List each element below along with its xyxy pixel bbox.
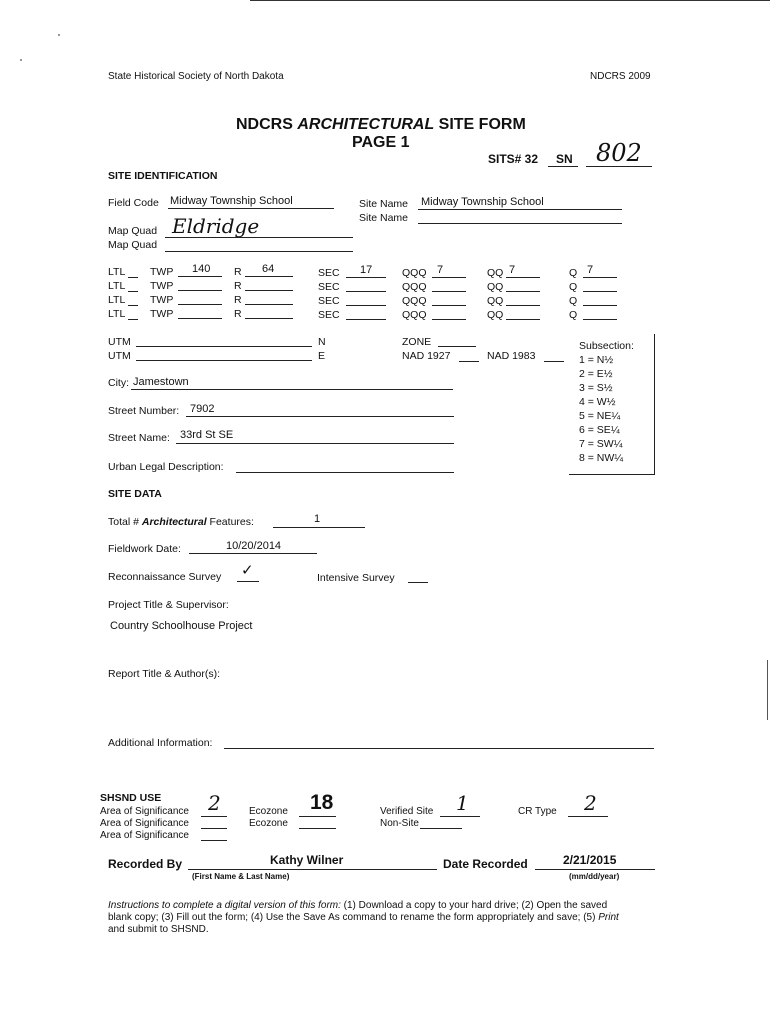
area-of-significance-label-2: Area of Significance [100,818,189,829]
aos-line-3 [201,840,227,841]
ltl-label-2: LTL [108,280,126,292]
qq-line [506,277,540,278]
qqq-label: QQQ [402,267,427,279]
twp-value[interactable]: 140 [192,263,211,275]
ltl-line-2 [128,291,138,292]
twp-label: TWP [150,266,174,278]
utm-e-line [136,360,312,361]
recorded-by-name[interactable]: Kathy Wilner [270,853,344,867]
street-name-line [176,443,454,444]
q-label-4: Q [569,309,578,321]
instructions-line-2: blank copy; (3) Fill out the form; (4) Use the Save As command to rename the form appropriately and save; (5) Print [108,912,619,923]
q-line-2 [583,291,617,292]
street-name-label: Street Name: [108,432,170,444]
total-features-line [273,527,365,528]
ltl-label: LTL [108,266,126,278]
recorded-by-line [188,869,437,870]
sits-number-line [586,166,652,167]
r-line-2 [245,290,293,291]
qq-value[interactable]: 7 [509,264,516,276]
qqq-line-2 [432,291,466,292]
ltl-line-3 [128,305,138,306]
reconnaissance-line [237,581,259,582]
subsection-item: 8 = NW¼ [579,452,624,464]
r-value[interactable]: 64 [262,263,275,275]
non-site-label: Non-Site [380,818,419,829]
scan-side-edge [767,660,768,720]
scan-speck [58,34,60,36]
date-recorded-hint: (mm/dd/year) [569,872,620,881]
verified-site-line [440,816,480,817]
r-label-2: R [234,280,242,292]
twp-line-3 [178,304,222,305]
urban-legal-label: Urban Legal Description: [108,461,224,473]
site-name-label: Site Name [359,198,409,210]
site-name-line-2 [418,223,622,224]
sec-line-4 [346,319,386,320]
instructions-line-1: Instructions to complete a digital version of this form: (1) Download a copy to your hard drive; (2) Open the saved [108,900,608,911]
sits-number: 802 [596,139,642,167]
subsection-title: Subsection: [579,340,634,352]
map-quad-line [165,237,353,238]
map-quad-line-2 [165,251,353,252]
fieldwork-date-value[interactable]: 10/20/2014 [226,540,282,552]
date-recorded-value[interactable]: 2/21/2015 [563,853,617,867]
aos-line-2 [201,828,227,829]
total-features-value[interactable]: 1 [314,513,321,525]
r-label-3: R [234,294,242,306]
area-of-significance-label-3: Area of Significance [100,830,189,841]
q-label-3: Q [569,295,578,307]
map-quad-label-2: Map Quad [108,239,158,251]
date-recorded-line [535,869,655,870]
sec-label-3: SEC [318,295,340,307]
additional-info-label: Additional Information: [108,737,213,749]
scan-speck [20,59,22,61]
subsection-item: 5 = NE¼ [579,410,621,422]
twp-label-2: TWP [150,280,174,292]
sec-value[interactable]: 17 [360,264,373,276]
verified-site-value[interactable]: 1 [456,791,469,815]
subsection-item: 3 = S½ [579,382,613,394]
q-value[interactable]: 7 [587,264,594,276]
cr-type-value[interactable]: 2 [584,791,597,815]
report-title-label: Report Title & Author(s): [108,668,221,680]
sec-label-4: SEC [318,309,340,321]
sec-label-2: SEC [318,281,340,293]
twp-label-3: TWP [150,294,174,306]
nad1983-line [544,361,564,362]
city-label: City: [108,377,129,389]
fieldwork-date-line [189,553,317,554]
qqq-line [432,277,466,278]
ltl-line-4 [128,319,138,320]
r-label-4: R [234,308,242,320]
form-title: NDCRS ARCHITECTURAL SITE FORM [236,116,526,133]
qqq-label-3: QQQ [402,295,427,307]
qq-label-4: QQ [487,309,504,321]
qq-label-3: QQ [487,295,504,307]
recorded-by-label: Recorded By [108,857,183,871]
zone-line [438,346,476,347]
utm-e-label: E [318,350,326,362]
r-line [245,276,293,277]
city-line [131,389,453,390]
ecozone-line [299,816,336,817]
ecozone-label: Ecozone [249,806,288,817]
utm-label: UTM [108,336,131,348]
qq-line-2 [506,291,540,292]
ecozone-line-2 [299,828,336,829]
fieldwork-date-label: Fieldwork Date: [108,543,181,555]
field-code-value[interactable]: Midway Township School [170,195,293,207]
total-features-label: Total # Architectural Features: [108,516,254,528]
site-data-heading: SITE DATA [108,488,162,500]
qq-line-3 [506,305,540,306]
site-name-line [418,209,622,210]
non-site-line [420,828,462,829]
sec-line-3 [346,305,386,306]
intensive-survey-line[interactable] [408,582,428,583]
subsection-item: 7 = SW¼ [579,438,623,450]
qq-label: QQ [487,267,504,279]
qqq-line-3 [432,305,466,306]
sec-line-2 [346,291,386,292]
qqq-label-4: QQQ [402,309,427,321]
field-code-line [168,208,334,209]
area-of-significance-label: Area of Significance [100,806,189,817]
scan-top-edge [250,0,770,1]
cr-type-line [568,816,608,817]
zone-label: ZONE [402,336,432,348]
subsection-item: 6 = SE¼ [579,424,620,436]
reconnaissance-label: Reconnaissance Survey [108,571,222,583]
twp-label-4: TWP [150,308,174,320]
year-tag: NDCRS 2009 [590,71,651,82]
city-value[interactable]: Jamestown [133,376,189,388]
ltl-label-3: LTL [108,294,126,306]
urban-legal-line [236,472,454,473]
utm-n-line [136,346,312,347]
map-quad-value[interactable]: Eldridge [172,214,260,238]
q-line [583,277,617,278]
street-number-line [186,416,454,417]
twp-line-2 [178,290,222,291]
q-label-2: Q [569,281,578,293]
qqq-value[interactable]: 7 [437,264,444,276]
subsection-item: 2 = E½ [579,368,613,380]
area-of-significance-value[interactable]: 2 [208,791,221,815]
map-quad-label: Map Quad [108,225,158,237]
nad1927-line [459,361,479,362]
date-recorded-label: Date Recorded [443,857,528,871]
intensive-survey-label: Intensive Survey [317,572,395,584]
r-label: R [234,266,242,278]
site-name-value[interactable]: Midway Township School [421,196,544,208]
street-name-value[interactable]: 33rd St SE [180,429,234,441]
org-name: State Historical Society of North Dakota [108,71,284,82]
aos-line [201,816,227,817]
ltl-label-4: LTL [108,308,126,320]
field-code-label: Field Code [108,197,159,209]
sec-label: SEC [318,267,340,279]
subsection-item: 4 = W½ [579,396,616,408]
instructions-line-3: and submit to SHSND. [108,924,209,935]
qq-line-4 [506,319,540,320]
nad1927-label: NAD 1927 [402,350,451,362]
sits-sn-line [548,166,578,167]
street-number-value[interactable]: 7902 [190,403,215,415]
nad1983-label: NAD 1983 [487,350,536,362]
ecozone-value[interactable]: 18 [310,791,334,814]
reconnaissance-checkmark[interactable]: ✓ [241,562,254,579]
project-title-label: Project Title & Supervisor: [108,599,229,611]
verified-site-label: Verified Site [380,806,434,817]
q-label: Q [569,267,578,279]
utm-n-label: N [318,336,326,348]
ecozone-label-2: Ecozone [249,818,288,829]
subsection-item: 1 = N½ [579,354,614,366]
recorded-by-hint: (First Name & Last Name) [192,872,290,881]
r-line-3 [245,304,293,305]
page-number: PAGE 1 [352,134,410,151]
r-line-4 [245,318,293,319]
site-identification-heading: SITE IDENTIFICATION [108,170,218,182]
street-number-label: Street Number: [108,405,180,417]
cr-type-label: CR Type [518,806,557,817]
sits-sn: SN [556,152,573,166]
qqq-label-2: QQQ [402,281,427,293]
qqq-line-4 [432,319,466,320]
shsnd-use-heading: SHSND USE [100,792,162,804]
twp-line [178,276,222,277]
twp-line-4 [178,318,222,319]
project-title-value[interactable]: Country Schoolhouse Project [110,620,253,632]
ltl-line [128,277,138,278]
additional-info-line [224,748,654,749]
q-line-3 [583,305,617,306]
q-line-4 [583,319,617,320]
site-name-label-2: Site Name [359,212,409,224]
sits-label: SITS# 32 [488,152,539,166]
utm-label-2: UTM [108,350,131,362]
qq-label-2: QQ [487,281,504,293]
sec-line [346,277,386,278]
